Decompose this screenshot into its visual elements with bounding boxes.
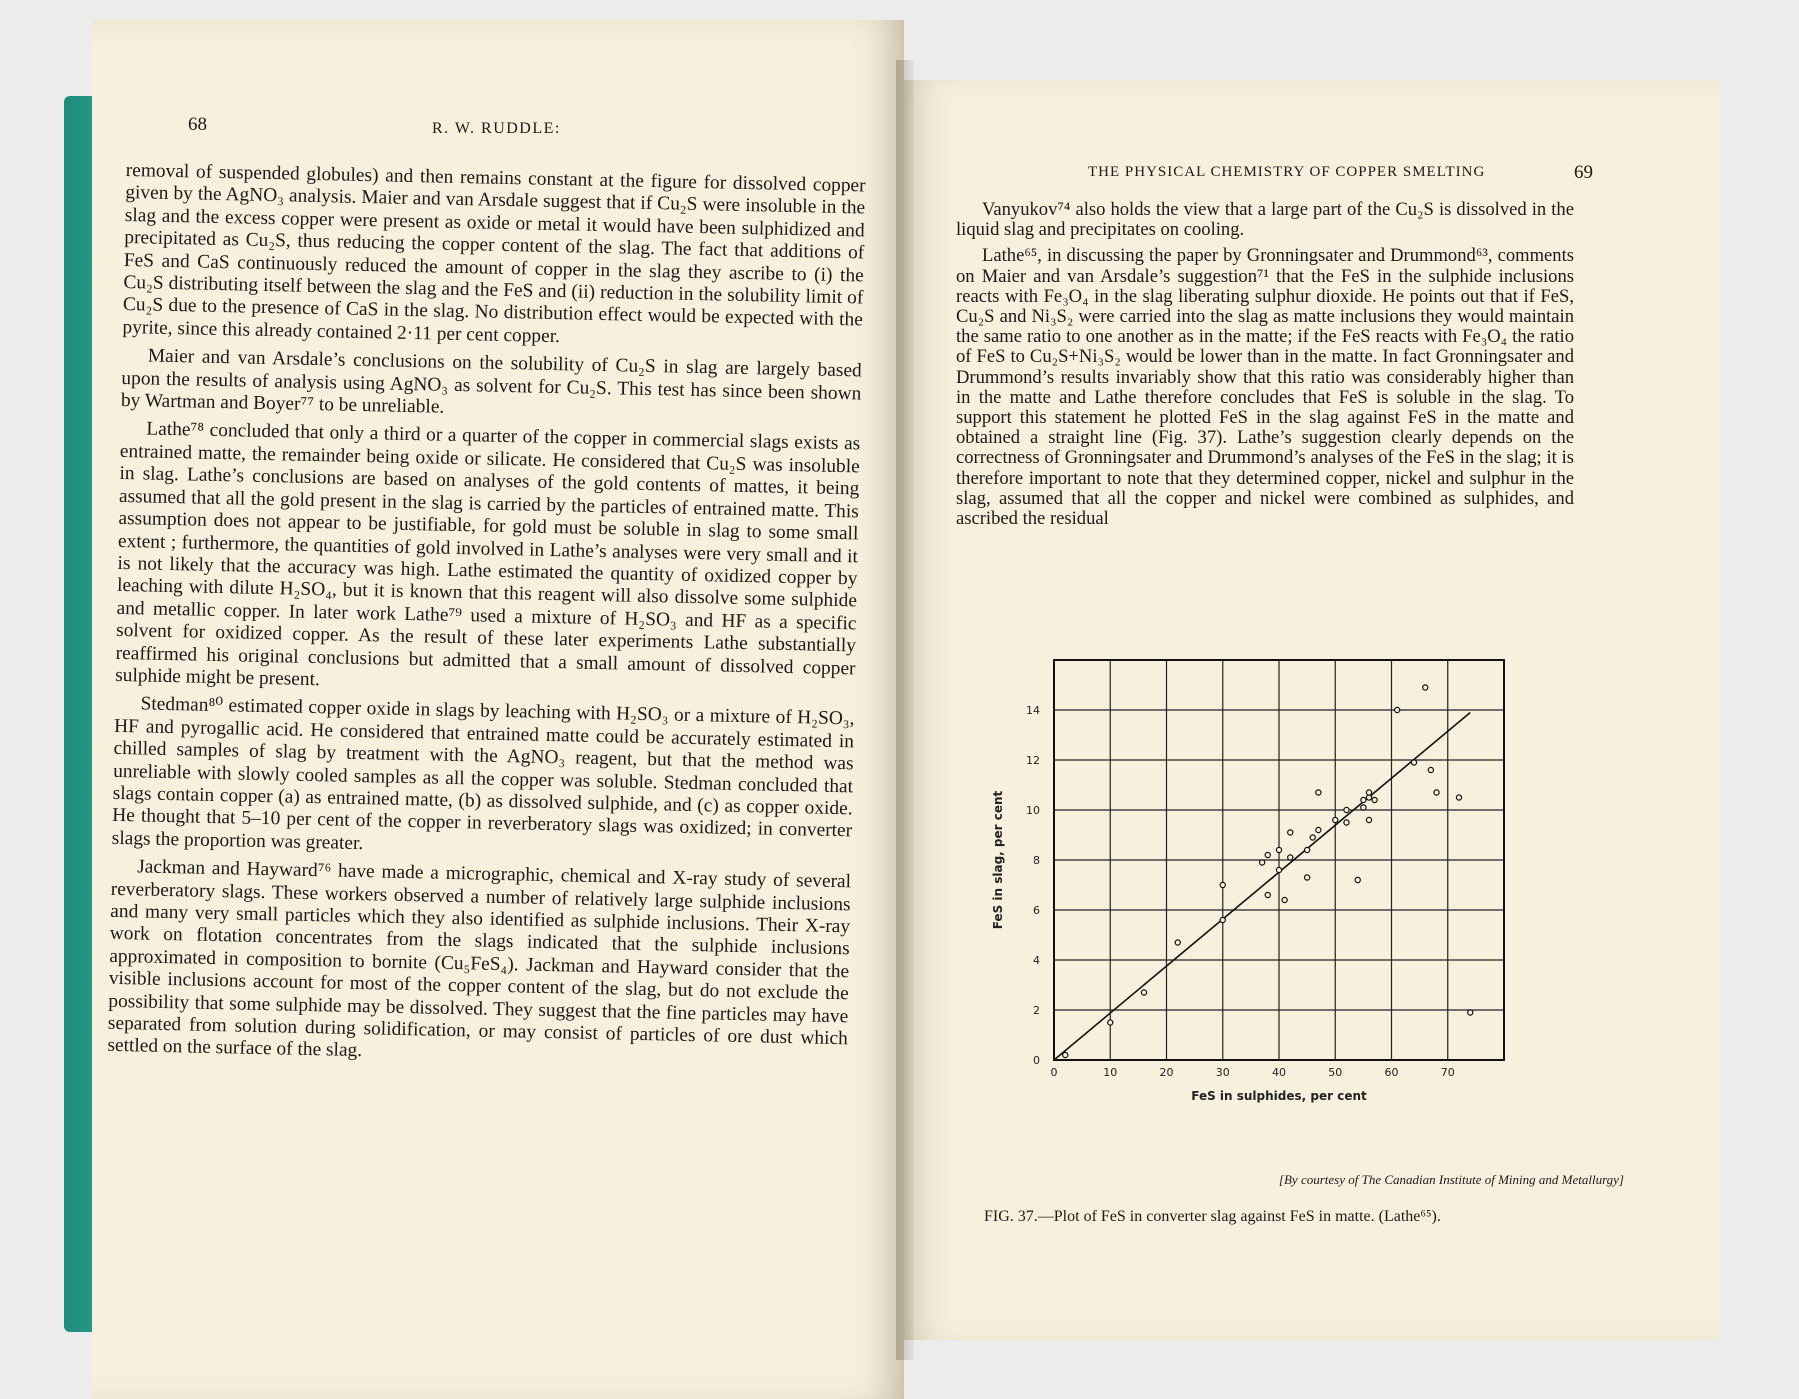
data-point	[1344, 807, 1349, 812]
data-point	[1276, 847, 1281, 852]
page-number: 69	[1574, 162, 1593, 183]
data-point	[1316, 790, 1321, 795]
book-gutter	[896, 60, 914, 1360]
data-point	[1260, 860, 1265, 865]
x-tick-label: 50	[1328, 1066, 1343, 1079]
data-point	[1265, 852, 1270, 857]
data-point	[1361, 805, 1366, 810]
y-tick-label: 4	[1033, 954, 1040, 967]
paragraph: Lathe⁶⁵, in discussing the paper by Gronningsater and Drummond⁶³, comments on Maier and van Arsdale’s suggestion⁷¹ that the FeS in the sulphide inclusions reacts with Fe₃O₄ in the slag liberating sulphur dioxide. He points out that if FeS, Cu₂S and Ni₃S₂ were carried into the slag as matte inclusions they would maintain the same ratio to one another as in the matte; if the FeS reacts with Fe₃O₄ the ratio of FeS to Cu₂S+Ni₃S₂ would be lower than in the matte. In fact Gronningsater and Drummond’s results invariably show that this ratio was considerably higher than in the matte and Lathe therefore concludes that FeS is soluble in the slag. To support this statement he plotted FeS in the slag against FeS in the matte and obtained a straight line (Fig. 37). Lathe’s suggestion clearly depends on the correctness of Gronningsater and Drummond’s analyses of the FeS in the slag; it is therefore important to note that they determined copper, nickel and sulphur in the slag, assumed that all the copper and nickel were combined as sulphides, and ascribed the residual	[956, 245, 1574, 530]
data-point	[1282, 897, 1287, 902]
data-point	[1175, 940, 1180, 945]
right-page	[904, 80, 1720, 1340]
data-point	[1468, 1010, 1473, 1015]
data-point	[1220, 917, 1225, 922]
paragraph: Lathe⁷⁸ concluded that only a third or a quarter of the copper in commercial slags exists as entrained matte, the remainder being oxide or silicate. He considered that Cu₂S was insoluble in slag. Lathe’s conclusions are based on analyses of the gold contents of mattes, it being assumed that all the gold present in the slag is carried by the particles of entrained matte. This assumption does not appear to be justifiable, for gold must be soluble in slag to some small extent ; furthermore, the quantities of gold involved in Lathe’s analyses were very small and it is not likely that the accuracy was high. Lathe estimated the quantity of oxidized copper by leaching with dilute H₂SO₄, but it is known that this reagent will also dissolve some sulphide and metallic copper. In later work Lathe⁷⁹ used a mixture of H₂SO₃ and HF as a specific solvent for oxidized copper. As the result of these later experiments Lathe substantially reaffirmed his original conclusions but admitted that a small amount of dissolved copper sulphide might be present.	[114, 418, 861, 691]
fit-line	[1054, 713, 1470, 1061]
paragraph: Vanyukov⁷⁴ also holds the view that a large part of the Cu₂S is dissolved in the liquid slag and precipitates on cooling.	[956, 199, 1574, 241]
data-point	[1372, 797, 1377, 802]
data-point	[1310, 835, 1315, 840]
data-point	[1276, 867, 1281, 872]
running-head: R. W. RUDDLE:	[432, 120, 561, 137]
y-tick-label: 2	[1033, 1004, 1040, 1017]
data-point	[1355, 877, 1360, 882]
data-point	[1333, 817, 1338, 822]
paragraph: Stedman⁸⁰ estimated copper oxide in slags by leaching with H₂SO₃ or a mixture of H₂SO₃, HF and pyrogallic acid. He considered that entrained matte could be accurately estimated in chilled samples of slag by treatment with the AgNO₃ reagent, but that the method was unreliable with slowly cooled samples as all the copper was soluble. Stedman concluded that slags contain copper (a) as entrained matte, (b) as dissolved sulphide, and (c) as copper oxide. He thought that 5–10 per cent of the copper in reverberatory slags was oxidized; in converter slags the proportion was greater.	[111, 693, 855, 854]
body-text	[107, 160, 866, 1079]
x-axis-label: FeS in sulphides, per cent	[1191, 1089, 1367, 1103]
body-text	[956, 200, 1574, 535]
data-point	[1141, 990, 1146, 995]
paragraph: Jackman and Hayward⁷⁶ have made a micrographic, chemical and X-ray study of several reverberatory slags. These workers observed a number of relatively large sulphide inclusions and many very small particles which they also identified as sulphide inclusions. Their X-ray work on flotation concentrates from the slags indicated that the sulphide inclusions approximated in composition to bornite (Cu₅FeS₄). Jackman and Hayward consider that the visible inclusions account for most of the copper content of the slag, but do not exclude the possibility that some sulphide may be dissolved. They suggest that the fine particles may have separated from solution during solidification, or may consist of particles of ore dust which settled on the surface of the slag.	[107, 856, 852, 1062]
data-point	[1366, 817, 1371, 822]
figure-37-chart	[964, 640, 1524, 1160]
y-tick-label: 10	[1026, 804, 1040, 817]
y-tick-label: 14	[1026, 704, 1040, 717]
x-tick-label: 20	[1159, 1066, 1174, 1079]
x-tick-label: 30	[1215, 1066, 1230, 1079]
y-tick-label: 0	[1033, 1054, 1040, 1067]
data-point	[1361, 797, 1366, 802]
data-point	[1288, 830, 1293, 835]
data-point	[1265, 892, 1270, 897]
data-point	[1423, 685, 1428, 690]
paragraph: Maier and van Arsdale’s conclusions on the solubility of Cu₂S in slag are largely based upon the results of analysis using AgNO₃ as solvent for Cu₂S. This test has since been shown by Wartman and Boyer⁷⁷ to be unreliable.	[120, 345, 862, 418]
x-tick-label: 40	[1272, 1066, 1286, 1079]
x-tick-label: 0	[1050, 1066, 1058, 1079]
data-point	[1434, 790, 1439, 795]
y-tick-label: 8	[1033, 854, 1040, 867]
data-point	[1316, 827, 1321, 832]
scatter-plot	[964, 640, 1524, 1160]
running-head: THE PHYSICAL CHEMISTRY OF COPPER SMELTING	[1088, 164, 1486, 180]
data-point	[1063, 1052, 1068, 1057]
data-point	[1305, 847, 1310, 852]
x-tick-label: 70	[1440, 1066, 1455, 1079]
data-point	[1288, 855, 1293, 860]
y-axis-label: FeS in slag, per cent	[991, 790, 1005, 930]
data-point	[1395, 707, 1400, 712]
data-point	[1456, 795, 1461, 800]
data-point	[1108, 1020, 1113, 1025]
y-tick-label: 12	[1026, 754, 1040, 767]
figure-caption: FIG. 37.—Plot of FeS in converter slag against FeS in matte. (Lathe⁶⁵).	[984, 1208, 1441, 1225]
page-number: 68	[188, 114, 207, 135]
data-point	[1411, 760, 1416, 765]
figure-courtesy: [By courtesy of The Canadian Institute of Mining and Metallurgy]	[1278, 1172, 1624, 1187]
data-point	[1344, 820, 1349, 825]
data-point	[1428, 767, 1433, 772]
x-tick-label: 10	[1103, 1066, 1118, 1079]
y-tick-label: 6	[1033, 904, 1040, 917]
data-point	[1305, 875, 1310, 880]
data-point	[1366, 790, 1371, 795]
x-tick-label: 60	[1384, 1066, 1399, 1079]
paragraph: removal of suspended globules) and then remains constant at the figure for dissolved copper given by the AgNO₃ analysis. Maier and van Arsdale suggest that if Cu₂S were insoluble in the slag and the excess copper were present as oxide or metal it would have been sulphidized and precipitated as Cu₂S, thus reducing the copper content of the slag. The fact that additions of FeS and CaS continuously reduced the amount of copper in the slag they ascribe to (i) the Cu₂S distributing itself between the slag and the FeS and (ii) reduction in the solubility limit of Cu₂S due to the presence of CaS in the slag. No distribution effect would be expected with the pyrite, since this already contained 2·11 per cent copper.	[122, 160, 866, 347]
data-point	[1220, 882, 1225, 887]
